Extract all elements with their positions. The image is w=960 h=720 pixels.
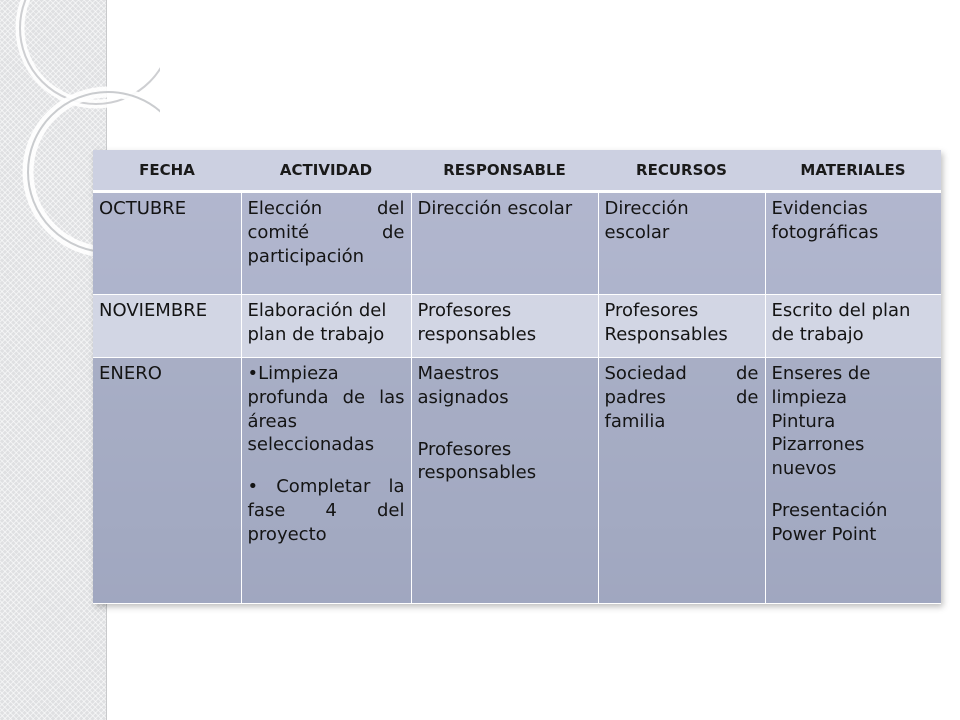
cell-actividad: [241, 192, 411, 295]
cell-responsable: Dirección escolar: [411, 192, 598, 295]
table-row: [93, 192, 941, 295]
material-item: Presentación Power Point: [771, 499, 888, 545]
cell-materiales: Escrito del plan de trabajo: [765, 295, 941, 358]
header-fecha: FECHA: [93, 150, 241, 192]
cell-materiales: Evidencias fotográficas: [765, 192, 941, 295]
cell-fecha: NOVIEMBRE: [93, 295, 241, 358]
cell-responsable: [411, 358, 598, 604]
material-item: Pintura: [771, 410, 836, 432]
header-responsable: RESPONSABLE: [411, 150, 598, 192]
header-recursos: RECURSOS: [598, 150, 765, 192]
table-row: [93, 295, 941, 358]
cell-recursos: Profesores Responsables: [598, 295, 765, 358]
activity-item: •Limpieza profunda de las áreas seleccionadas: [247, 363, 405, 456]
table-row: [93, 358, 941, 604]
cell-recursos: Dirección escolar: [598, 192, 765, 295]
cell-materiales: [765, 358, 941, 604]
cell-recursos: [598, 358, 765, 604]
material-item: Enseres de limpieza: [771, 363, 871, 408]
cell-fecha: ENERO: [93, 358, 241, 604]
header-actividad: ACTIVIDAD: [241, 150, 411, 192]
material-item: Pizarrones nuevos: [771, 434, 865, 479]
responsable-item: Profesores responsables: [417, 438, 537, 484]
cell-text: Elección del comité de participación: [247, 198, 405, 267]
activity-item: • Completar la fase 4 del proyecto: [247, 476, 405, 545]
cell-responsable: Profesores responsables: [411, 295, 598, 358]
cell-text: Sociedad de padres de familia: [604, 363, 759, 432]
cell-actividad: [241, 358, 411, 604]
table-header-row: [93, 150, 941, 192]
responsable-item: Maestros asignados: [417, 363, 509, 408]
cell-actividad: Elaboración del plan de trabajo: [241, 295, 411, 358]
activity-schedule-table: [93, 150, 941, 604]
cell-fecha: OCTUBRE: [93, 192, 241, 295]
header-materiales: MATERIALES: [765, 150, 941, 192]
